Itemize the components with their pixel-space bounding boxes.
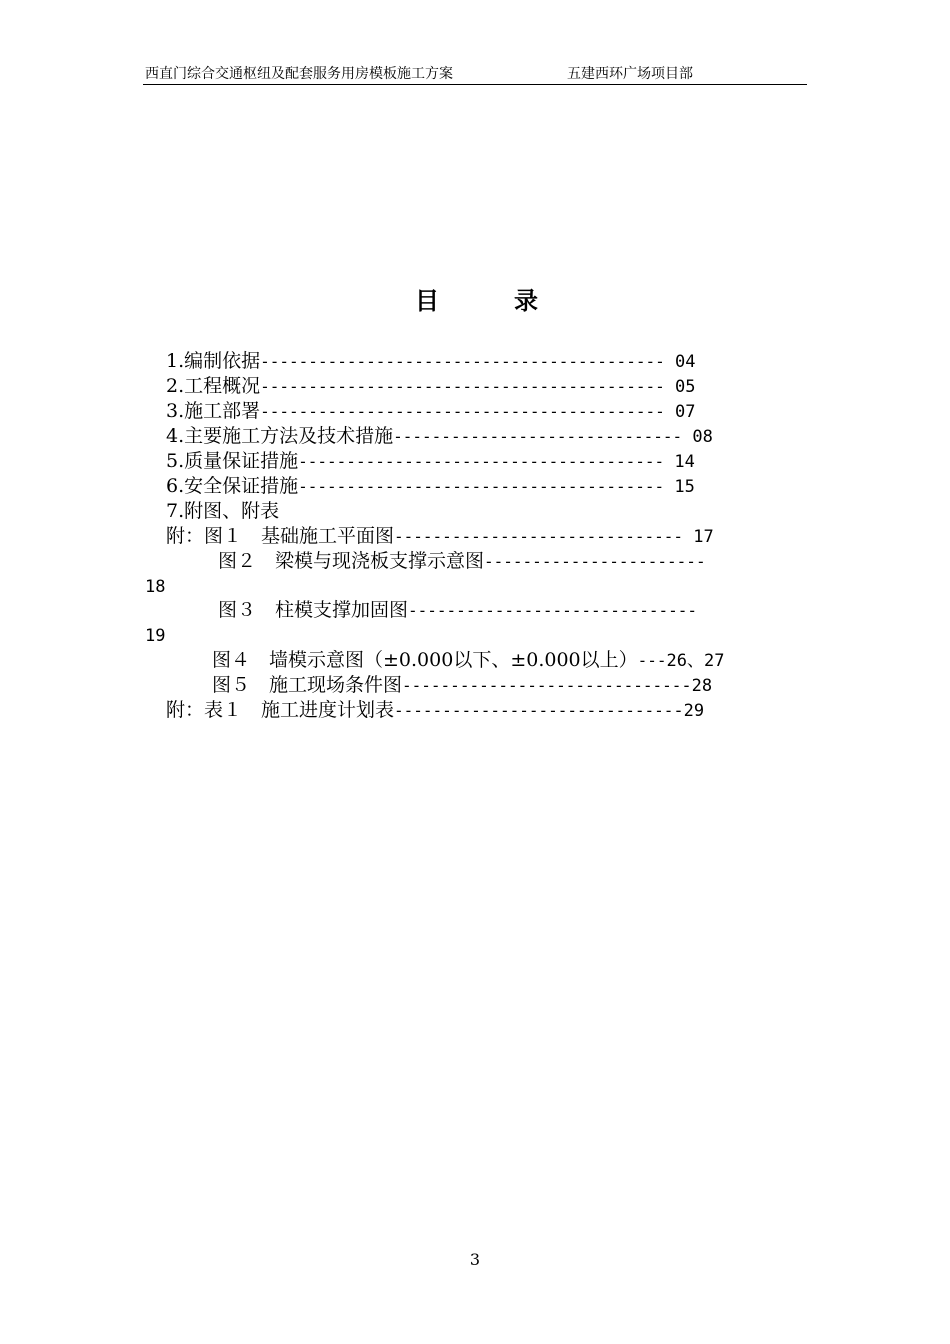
toc-entry-label: 图５ 施工现场条件图 — [212, 674, 403, 696]
toc-entry-page: 04 — [664, 352, 696, 372]
toc-entry-label: 4.主要施工方法及技术措施 — [166, 425, 394, 447]
toc-entry-2[interactable] — [166, 374, 695, 399]
toc-entry-label: 18 — [145, 577, 166, 597]
header-project-department: 五建西环广场项目部 — [567, 66, 693, 82]
toc-entry-appendix-table-1[interactable] — [166, 698, 704, 723]
page-number: 3 — [469, 1250, 481, 1269]
toc-entry-page: 08 — [682, 427, 713, 447]
toc-entry-label: 6.安全保证措施 — [166, 475, 299, 497]
toc-entry-leader: ------------------------------------------ — [260, 377, 665, 396]
toc-entry-label: 19 — [145, 626, 166, 646]
toc-entry-label: 图２ 梁模与现浇板支撑示意图 — [218, 550, 485, 572]
toc-entry-leader: -------------------------------------- — [298, 452, 665, 471]
toc-entry-leader: ------------------------------ — [393, 427, 683, 446]
toc-entry-leader: ----------------------------- — [402, 676, 682, 695]
toc-entry-label: 5.质量保证措施 — [166, 450, 299, 472]
toc-entry-label: 3.施工部署 — [166, 400, 261, 422]
toc-entry-page: 15 — [664, 477, 695, 497]
toc-entry-label: 附：图１ 基础施工平面图 — [166, 525, 395, 547]
toc-entry-5[interactable] — [166, 449, 695, 474]
toc-entry-label: 图４ 墙模示意图（±0.000以下、±0.000以上） — [212, 649, 638, 671]
toc-entry-page: 17 — [683, 527, 714, 547]
toc-entry-appendix-figure-5[interactable] — [212, 673, 712, 698]
toc-entry-label: 2.工程概况 — [166, 375, 261, 397]
toc-entry-leader: --- — [637, 651, 667, 670]
toc-entry-page: -29 — [673, 701, 705, 721]
toc-entry-label: 图３ 柱模支撑加固图 — [218, 599, 409, 621]
toc-entry-label: 7.附图、附表 — [166, 500, 280, 522]
toc-entry-6[interactable] — [166, 474, 695, 499]
toc-entry-appendix-figure-3-page — [145, 623, 165, 648]
toc-title-char-1: 目 — [415, 286, 439, 315]
toc-entry-leader: ------------------------------ — [394, 527, 683, 546]
header-document-title: 西直门综合交通枢纽及配套服务用房模板施工方案 — [145, 66, 453, 82]
toc-entry-label: 附：表１ 施工进度计划表 — [166, 699, 395, 721]
toc-entry-leader: ------------------------------------------ — [260, 402, 665, 421]
toc-entry-appendix-figure-2[interactable] — [218, 549, 706, 574]
toc-entry-7[interactable] — [166, 499, 279, 524]
toc-entry-leader: ------------------------------------------ — [260, 352, 665, 371]
toc-title-char-2: 录 — [514, 286, 538, 315]
toc-entry-page: 07 — [664, 402, 696, 422]
toc-entry-leader: ------------------------------ — [408, 601, 697, 620]
toc-entry-4[interactable] — [166, 424, 713, 449]
toc-entry-page: 05 — [664, 377, 696, 397]
toc-entry-label: 1.编制依据 — [166, 350, 261, 372]
toc-entry-leader: -------------------------------------- — [298, 477, 665, 496]
toc-entry-leader: ----------------------------- — [394, 701, 674, 720]
toc-entry-1[interactable] — [166, 349, 695, 374]
toc-entry-3[interactable] — [166, 399, 695, 424]
toc-entry-appendix-figure-4[interactable] — [212, 648, 725, 673]
toc-entry-page: 14 — [664, 452, 695, 472]
toc-entry-leader: ----------------------- — [484, 552, 706, 571]
toc-entry-page: 26、27 — [666, 651, 725, 671]
toc-entry-appendix-figure-1[interactable] — [166, 524, 714, 549]
toc-entry-appendix-figure-3[interactable] — [218, 598, 697, 623]
toc-entry-page: -28 — [681, 676, 713, 696]
toc-entry-appendix-figure-2-page — [145, 574, 165, 599]
